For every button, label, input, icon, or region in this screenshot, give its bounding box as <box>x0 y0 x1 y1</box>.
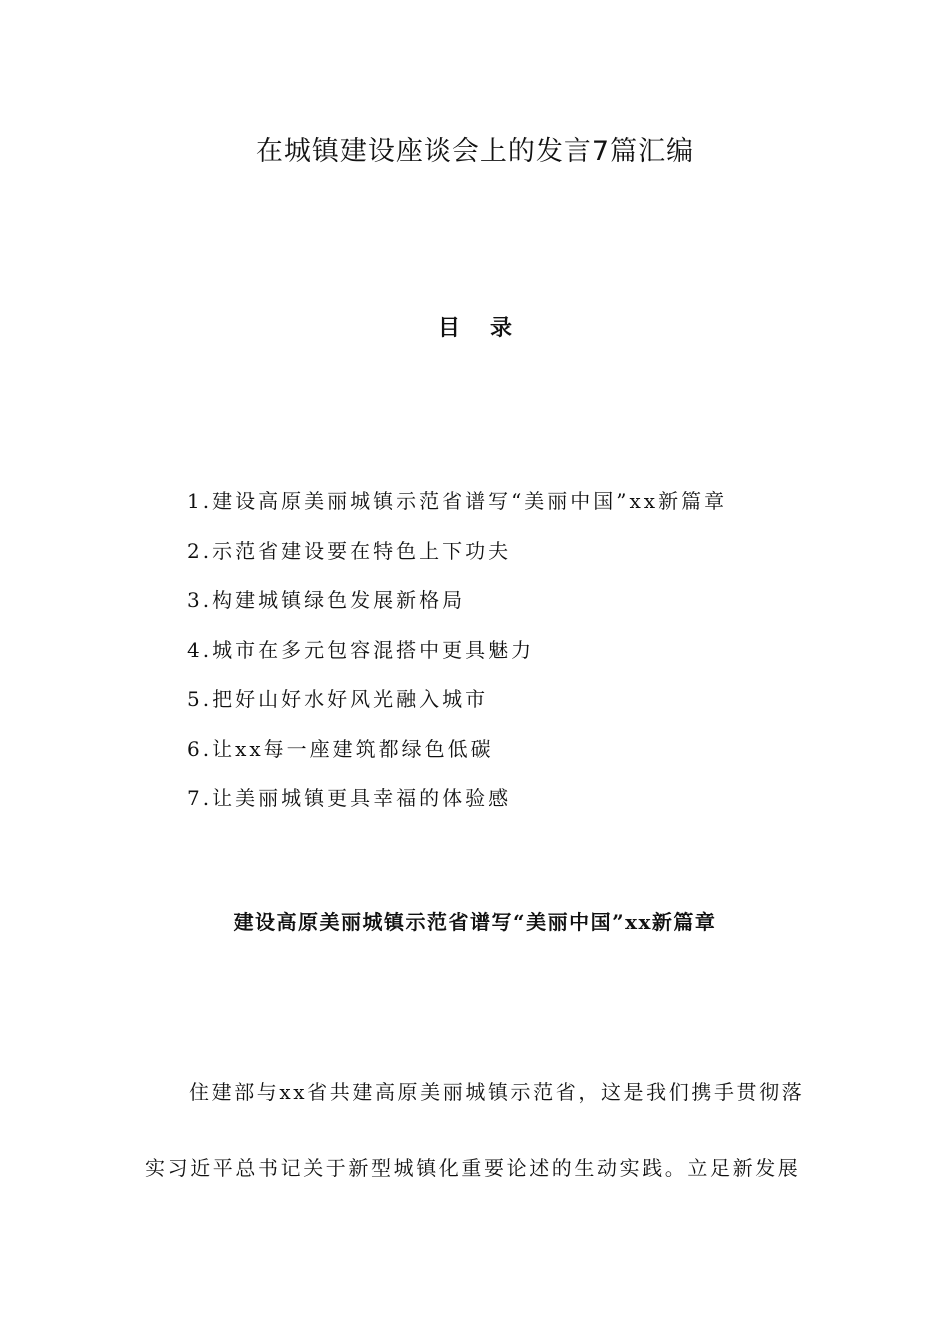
table-of-contents <box>187 484 727 831</box>
toc-item: 5.把好山好水好风光融入城市 <box>187 687 489 711</box>
toc-item: 2.示范省建设要在特色上下功夫 <box>187 538 512 563</box>
toc-item: 1.建设高原美丽城镇示范省谱写“美丽中国”xx新篇章 <box>187 489 728 513</box>
body-paragraph-line: 实习近平总书记关于新型城镇化重要论述的生动实践。立足新发展 <box>145 1156 801 1180</box>
toc-item: 6.让xx每一座建筑都绿色低碳 <box>187 736 494 761</box>
document-title: 在城镇建设座谈会上的发言7篇汇编 <box>255 136 695 167</box>
toc-item: 4.城市在多元包容混搭中更具魅力 <box>187 637 535 662</box>
section-title: 建设高原美丽城镇示范省谱写“美丽中国”xx新篇章 <box>233 910 717 934</box>
toc-heading: 目录 <box>437 316 542 341</box>
body-paragraph-line: 住建部与xx省共建高原美丽城镇示范省，这是我们携手贯彻落 <box>189 1080 805 1104</box>
toc-item: 7.让美丽城镇更具幸福的体验感 <box>187 786 512 810</box>
toc-item: 3.构建城镇绿色发展新格局 <box>187 588 466 612</box>
